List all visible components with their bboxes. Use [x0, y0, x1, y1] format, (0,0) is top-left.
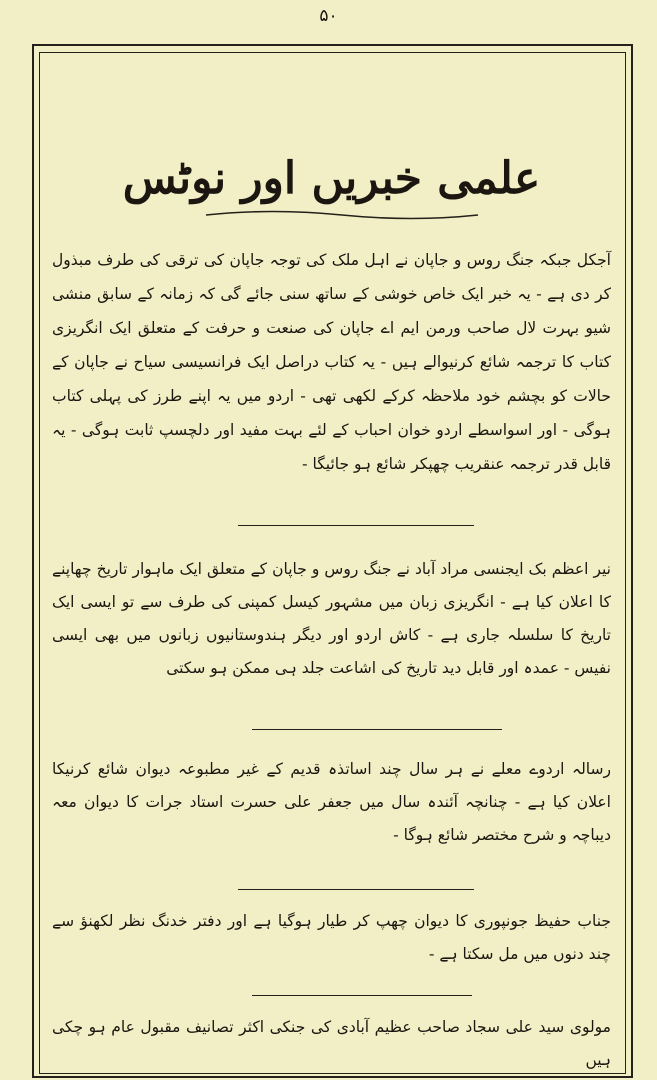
page-number: ۵۰ — [319, 6, 338, 26]
news-item-war-history: نیر اعظم بک ایجنسی مراد آباد نے جنگ روس و جاپان کے متعلق ایک ماہوار تاریخ چھاپنے کا اعلان کیا ہے - انگریزی زبان میں مشہور کیسل کمپنی کی طرف سے تو ایسی ایک تاریخ کا سلسلہ جاری ہے - کاش اردو اور دیگر ہندوستانیوں زبانوں میں بھی ایسی نفیس - عمدہ اور قابل دید تاریخ کی اشاعت جلد ہی ممکن ہو سکتی — [52, 560, 611, 677]
page-border-inner — [39, 52, 626, 1074]
news-item-hafeez-diwan: جناب حفیظ جونپوری کا دیوان چھپ کر طیار ہوگیا ہے اور دفتر خدنگ نظر لکھنؤ سے چند دنوں میں مل سکتا ہے - — [52, 912, 611, 963]
section-divider — [252, 995, 472, 996]
page-title: علمی خبریں اور نوٹس — [122, 153, 541, 204]
title-flourish — [202, 208, 482, 222]
news-item-sajjad: مولوی سید علی سجاد صاحب عظیم آبادی کی جنکی اکثر تصانیف مقبول عام ہو چکی ہیں — [52, 1018, 611, 1069]
news-item-urdu-diwan: رسالہ اردوے معلے نے ہر سال چند اساتذہ قدیم کے غیر مطبوعہ دیوان شائع کرنیکا اعلان کیا ہے - چنانچہ آئندہ سال میں جعفر علی حسرت استاد جرات کا دیوان معہ دیباچہ و شرح مختصر شائع ہوگا - — [52, 760, 611, 844]
section-divider — [238, 525, 474, 526]
news-item-japan-book: آجکل جبکہ جنگ روس و جاپان نے اہل ملک کی توجہ جاپان کی ترقی کی طرف مبذول کر دی ہے - یہ خبر ایک خاص خوشی کے ساتھ سنی جائے گی کہ زمانہ کے سابق منشی شیو بہرت لال صاحب ورمن ایم اے جاپان کی صنعت و حرفت کے متعلق ایک انگریزی کتاب کا ترجمہ شائع کرنیوالے ہیں - یہ کتاب دراصل ایک فرانسیسی سیاح نے جاپان کے حالات کو بچشم خود ملاحظہ کرکے لکھی تھی - اردو میں یہ اپنے طرز کی پہلی کتاب ہوگی - اور اسواسطے اردو خوان احباب کے لئے بہت مفید اور دلچسپ ثابت ہوگی - یہ قابل قدر ترجمہ عنقریب چھپکر شائع ہو جائیگا - — [52, 251, 611, 473]
section-divider — [252, 729, 502, 730]
section-divider — [238, 889, 474, 890]
